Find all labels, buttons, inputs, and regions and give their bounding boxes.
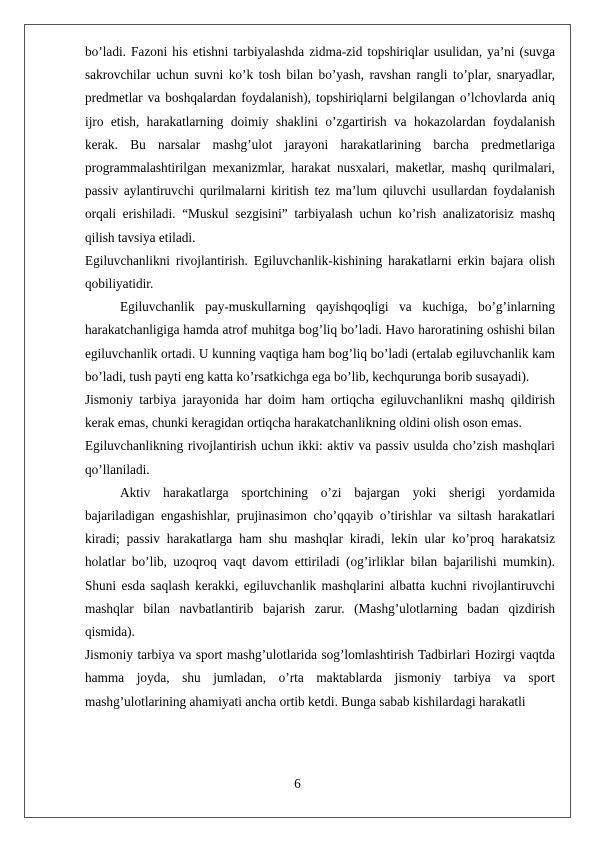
paragraph-health-measures: Jismoniy tarbiya va sport mashg’ulotlarida sog’lomlashtirish Tadbirlari Hozirgi vaqtda hamma joyda, shu jumladan, o’rta maktablarda jismoniy tarbiya va sport mashg’ulotlarining ahamiyati ancha ortib ketdi. Bunga sabab kishilardagi harakatli — [85, 647, 555, 709]
paragraph-flexibility-factors: Egiluvchanlik pay-muskullarning qayishqoqligi va kuchiga, bo’g’inlarning harakatchanligiga hamda atrof muhitga bog’liq bo’ladi. Havo haroratining oshishi bilan egiluvchanlik ortadi. U kunning vaqtiga ham bog’liq bo’ladi (ertalab egiluvchanlik kam bo’ladi, tush payti eng katta ko’rsatkichga ega bo’lib, kechqurunga borib susayadi). — [85, 299, 555, 384]
paragraph-intro: bo’ladi. Fazoni his etishni tarbiyalashda zidma-zid topshiriqlar usulidan, ya’ni (suvga sakrovchilar uchun suvni ko’k tosh bilan bo’yash, ravshan rangli to’plar, snaryadlar, predmetlar va boshqalardan foydalanish), topshiriqlarni belgilangan o’lchovlarda aniq ijro etish, harakatlarning doimiy shaklini o’zgartirish va hokazolardan foydalanish kerak. Bu narsalar mashg’ulot jarayoni harakatlarining barcha predmetlariga programmalashtirilgan mexanizmlar, harakat nusxalari, maketlar, mashq qurilmalari, passiv aylantiruvchi qurilmalarni kiritish tez ma’lum qiluvchi usullardan foydalanish orqali erishiladi. “Muskul sezgisini” tarbiyalash uchun ko’rish analizatorisiz mashq qilish tavsiya etiladi. — [85, 44, 555, 245]
document-body — [85, 40, 555, 713]
paragraph-stretching-methods: Egiluvchanlikning rivojlantirish uchun ikki: aktiv va passiv usulda cho’zish mashqlari qo’llaniladi. — [85, 438, 555, 477]
page-number: 6 — [294, 776, 301, 791]
paragraph-active-passive: Aktiv harakatlarga sportchining o’zi bajargan yoki sherigi yordamida bajariladigan engashishlar, prujinasimon cho’qqayib o’tirishlar va siltash harakatlari kiradi; passiv harakatlarga ham shu mashqlar kiradi, lekin ular ko’proq harakatsiz holatlar bo’lib, uzoqroq vaqt davom ettiriladi (og’irliklar bilan bajarilishi mumkin). Shuni esda saqlash kerakki, egiluvchanlik mashqlarini albatta kuchni rivojlantiruvchi mashqlar bilan navbatlantirib bajarish zarur. (Mashg’ulotlarning badan qizdirish qismida). — [85, 484, 555, 640]
paragraph-flexibility-heading: Egiluvchanlikni rivojlantirish. Egiluvchanlik-kishining harakatlarni erkin bajara olish qobiliyatidir. — [85, 252, 555, 292]
paragraph-excess-flexibility: Jismoniy tarbiya jarayonida har doim ham ortiqcha egiluvchanlikni mashq qildirish kerak emas, chunki keragidan ortiqcha harakatchanlikning oldini olish oson emas. — [85, 392, 555, 431]
